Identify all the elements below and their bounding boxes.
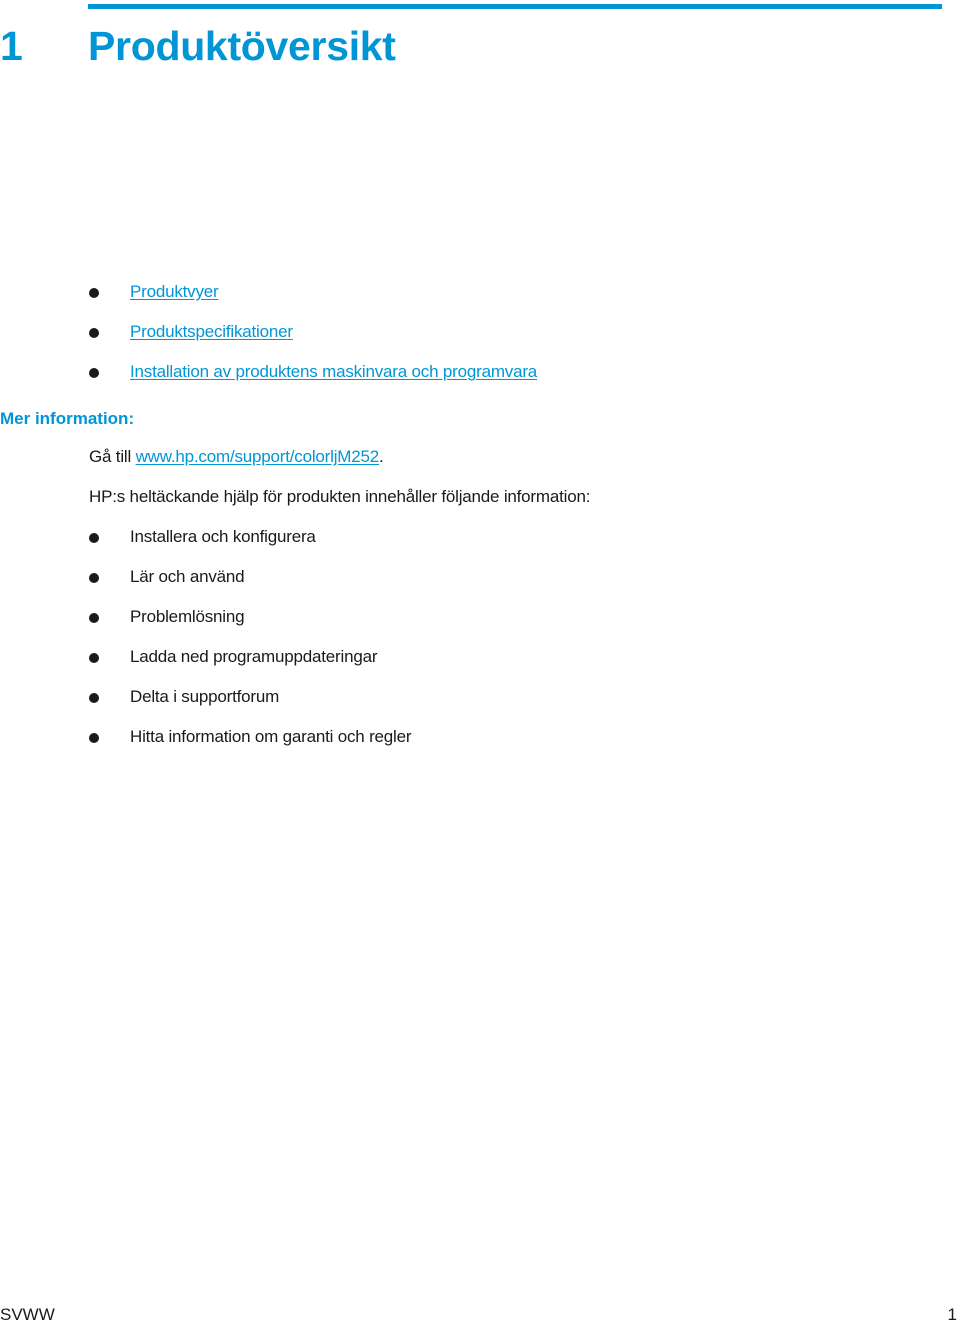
bullet-icon	[89, 288, 99, 298]
help-intro-text: HP:s heltäckande hjälp för produkten innehåller följande information:	[89, 487, 591, 506]
toc-link-produktspecifikationer[interactable]: Produktspecifikationer	[130, 322, 293, 341]
toc-link-produktvyer[interactable]: Produktvyer	[130, 282, 219, 301]
chapter-title: Produktöversikt	[88, 23, 396, 69]
feature-label: Installera och konfigurera	[130, 527, 316, 546]
bullet-icon	[89, 573, 99, 583]
feature-label: Delta i supportforum	[130, 687, 280, 706]
bullet-icon	[89, 328, 99, 338]
bullet-icon	[89, 533, 99, 543]
toc-link-installation[interactable]: Installation av produktens maskinvara och programvara	[130, 362, 538, 381]
chapter-number: 1	[0, 23, 23, 69]
support-url-link[interactable]: www.hp.com/support/colorljM252	[135, 447, 380, 466]
bullet-icon	[89, 693, 99, 703]
feature-label: Ladda ned programuppdateringar	[130, 647, 378, 666]
bullet-icon	[89, 653, 99, 663]
goto-suffix: .	[379, 447, 384, 466]
bullet-icon	[89, 733, 99, 743]
bullet-icon	[89, 613, 99, 623]
feature-label: Lär och använd	[130, 567, 245, 586]
more-info-heading: Mer information:	[0, 409, 135, 428]
footer-page-number: 1	[947, 1305, 957, 1324]
feature-label: Hitta information om garanti och regler	[130, 727, 412, 746]
goto-line	[89, 444, 384, 470]
feature-label: Problemlösning	[130, 607, 245, 626]
bullet-icon	[89, 368, 99, 378]
goto-prefix: Gå till	[89, 447, 136, 466]
footer-language-code: SVWW	[0, 1305, 55, 1324]
chapter-top-rule	[88, 4, 942, 9]
